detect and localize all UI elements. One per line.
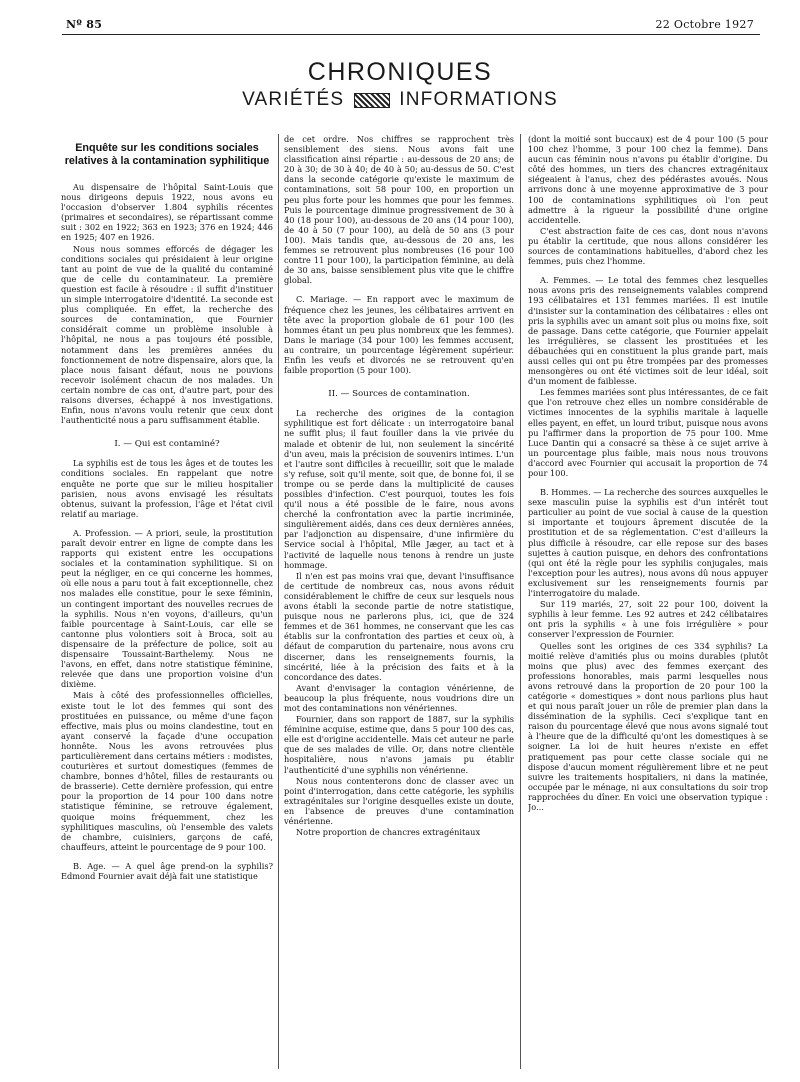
paragraph: La recherche des origines de la contagion syphilitique est fort délicate : un interrogatoire banal ne suffit plus; il faut fouiller dans la vie privée du malade et obtenir de lui, non seulement la sincérité d'un aveu, mais la précision de souvenirs intimes. L'un et l'autre sont difficiles à recueillir, soit que le malade s'y refuse, soit qu'il mente, soit que, de bonne foi, il se trompe ou se perde dans la multiplicité de causes possibles d'infection. C'est pourquoi, toutes les fois qu'il nous a été possible de le faire, nous avons cherché la confrontation avec la partie incriminée, singulièrement aidés, dans ces deux dernières années, par l'adjonction au dispensaire, d'une infirmière du Service social à l'hôpital, Mlle Jæger, au tact et à l'activité de laquelle nous tenons à rendre un juste hommage. — [284, 408, 514, 570]
paragraph: A. Femmes. — Le total des femmes chez lesquelles nous avons pris des renseignements valables comprend 193 célibataires et 131 femmes mariées. Il est inutile d'insister sur la contamination des célibataires : elles ont pris la syphilis avec un amant soit plus ou moins fixe, soit de passage. Dans cette catégorie, que Fournier appelait les irrégulières, se classent les prostituées et les débauchées qui en constituent la plus grande part, mais aussi celles qui ont pu être trompées par des promesses mensongères ou ont été victimes soit de leur idéal, soit d'un moment de faiblesse. — [528, 275, 768, 387]
paragraph: Il n'en est pas moins vrai que, devant l'insuffisance de certitude de nombreux cas, nous avons réduit considérablement le chiffre de ceux sur lesquels nous avons établi la seconde partie de notre statistique, puisque nous ne parlerons plus, ici, que de 324 femmes et de 361 hommes, ne conservant que les cas établis sur la confrontation des parties et ceux où, à défaut de comparution du partenaire, nous avons cru discerner, dans les renseignements fournis, la sincérité, liée à la précision des faits et à la concordance des dates. — [284, 570, 514, 682]
article-column-1 — [61, 134, 273, 1069]
section-heading: II. — Sources de contamination. — [328, 389, 470, 400]
banner-left-word: VARIÉTÉS — [242, 89, 345, 110]
header-rule — [62, 34, 760, 35]
issue-date: 22 Octobre 1927 — [655, 18, 754, 31]
paragraph: C. Mariage. — En rapport avec le maximum de fréquence chez les jeunes, les célibataires arrivent en tête avec la proportion globale de 61 pour 100 (les hommes étant un peu plus nombreux que les femmes). Dans le mariage (34 pour 100) les femmes accusent, au contraire, un pourcentage légèrement supérieur. Enfin les veufs et divorcés ne se retrouvent qu'en faible proportion (5 pour 100). — [284, 294, 514, 376]
banner-title: CHRONIQUES — [307, 58, 493, 86]
paragraph: La syphilis est de tous les âges et de toutes les conditions sociales. En rappelant que notre enquête ne porte que sur le milieu hospitalier parisien, nous avons envisagé les résultats obtenus, suivant la profession, l'âge et l'état civil relatif au mariage. — [61, 458, 273, 519]
paragraph: (dont la moitié sont buccaux) est de 4 pour 100 (5 pour 100 chez l'homme, 3 pour 100 chez la femme). Dans aucun cas féminin nous n'avons pu établir d'origine. Du côté des hommes, un tiers des chancres extragénitaux siégeaient à l'anus, chez des pédérastes avoués. Nous arrivons donc à une moyenne approximative de 3 pour 100 de contaminations syphilitiques où l'on peut admettre à la rigueur la possibilité d'une origine accidentelle. — [528, 134, 768, 225]
column-divider — [278, 134, 279, 1069]
paragraph: A. Profession. — A priori, seule, la prostitution paraît devoir entrer en ligne de compte dans les rapports qui existent entre les occupations sociales et la contamination syphilitique. Si on peut la négliger, en ce qui concerne les hommes, où elle nous a paru tout à fait exceptionnelle, chez nos malades elle constitue, pour le sexe féminin, un contingent important des nouvelles recrues de la syphilis. Nous n'en voyons, d'ailleurs, qu'un faible pourcentage à Saint-Louis, car elle se cantonne plus volontiers soit à Broca, soit au dispensaire de la préfecture de police, soit au dispensaire Toussaint-Barthelemy. Nous ne l'avons, en effet, dans notre statistique féminine, relevée que dans une proportion voisine d'un dixième. — [61, 527, 273, 690]
ornament-logo-icon — [354, 93, 390, 108]
issue-number: Nº 85 — [66, 18, 103, 31]
paragraph: Nous nous sommes efforcés de dégager les conditions sociales qui présidaient à leur origine tant au point de vue de la qualité du contaminé que de celle du contaminateur. La première question est facile à résoudre : il suffit d'instituer un simple interrogatoire d'identité. La seconde est plus compliquée. En effet, la recherche des sources de contamination, que Fournier considérait comme un problème insoluble à l'hôpital, ne nous a pas toujours été possible, notamment dans les premières années du fonctionnement de notre dispensaire, alors que, la place nous faisant défaut, nous ne pouvions recevoir isolément chacun de nos malades. Un certain nombre de cas ont, d'autre part, pour des raisons diverses, échappé à nos investigations. Enfin, nous n'avons voulu retenir que ceux dont l'authenticité nous a paru suffisamment établie. — [61, 243, 273, 426]
paragraph: Au dispensaire de l'hôpital Saint-Louis que nous dirigeons depuis 1922, nous avons eu l'occasion d'observer 1.804 syphilis récentes (primaires et secondaires), se répartissant comme suit : 302 en 1922; 363 en 1923; 376 en 1924; 446 en 1925; 407 en 1926. — [61, 182, 273, 243]
paragraph: B. Age. — A quel âge prend-on la syphilis? Edmond Fournier avait déjà fait une statistique — [61, 860, 273, 881]
paragraph: Notre proportion de chancres extragénitaux — [296, 827, 481, 838]
article-column-2 — [284, 134, 514, 1069]
article-column-3 — [528, 134, 768, 1069]
column-divider — [520, 134, 521, 1069]
paragraph: Nous nous contenterons donc de classer avec un point d'interrogation, dans cette catégorie, les syphilis extragénitales sur l'origine desquelles existe un doute, en l'absence de preuves d'une contamination vénérienne. — [284, 775, 514, 826]
paragraph: de cet ordre. Nos chiffres se rapprochent très sensiblement des siens. Nous avons fait une classification ainsi répartie : au-dessous de 20 ans; de 20 à 30; de 30 à 40; de 40 à 50; au-dessus de 50. C'est dans la seconde catégorie qu'existe le maximum de contaminations, soit 58 pour 100, en proportion un peu plus forte pour les hommes que pour les femmes. Puis le pourcentage diminue progressivement de 30 à 40 (18 pour 100), au-dessous de 20 ans (14 pour 100), de 40 à 50 (7 pour 100), au delà de 50 ans (3 pour 100). Mais tandis que, au-dessous de 20 ans, les femmes se retrouvent plus nombreuses (16 pour 100 contre 11 pour 100), la participation féminine, au delà de 30 ans, baisse sensiblement plus vite que le chiffre global. — [284, 134, 514, 286]
paragraph: Mais à côté des professionnelles officielles, existe tout le lot des femmes qui sont des prostituées en puissance, ou même d'une façon effective, mais plus ou moins clandestine, tout en ayant conservé la façade d'une occupation honnête. Nous les avons retrouvées plus particulièrement dans certains métiers : modistes, couturières et surtout domestiques (femmes de chambre, bonnes d'hôtel, filles de restaurants ou de brasserie). Cette dernière profession, qui entre pour la proportion de 14 pour 100 dans notre statistique féminine, se retrouve également, quoique moins fréquemment, chez les syphilitiques masculins, où l'ensemble des valets de chambre, cuisiniers, garçons de café, chauffeurs, atteint le pourcentage de 9 pour 100. — [61, 690, 273, 852]
paragraph: Sur 119 mariés, 27, soit 22 pour 100, doivent la syphilis à leur femme. Les 92 autres et 242 célibataires ont pris la syphilis « à une fois irrégulière » pour conserver l'expression de Fournier. — [528, 599, 768, 640]
banner-right-word: INFORMATIONS — [399, 89, 558, 110]
paragraph: Avant d'envisager la contagion vénérienne, de beaucoup la plus fréquente, nous voudrions dire un mot des contaminations non vénériennes. — [284, 682, 514, 713]
article-title: Enquête sur les conditions sociales relatives à la contamination syphilitique — [64, 142, 270, 167]
paragraph: Quelles sont les origines de ces 334 syphilis? La moitié relève d'amitiés plus ou moins durables (plutôt moins que plus) avec des femmes exerçant des professions honorables, mais parmi lesquelles nous avons retrouvé dans la proportion de 20 pour 100 la catégorie « domestiques » dont nous parlions plus haut et qui nous paraît jouer un rôle de premier plan dans la dissémination de la syphilis. Ceci s'explique tant en raison du pourcentage élevé que nous avons signalé tout à l'heure que de la difficulté qu'ont les domestiques à se soigner. La loi de huit heures n'existe en effet pratiquement pas pour cette classe sociale qui ne dispose d'aucun moment régulièrement libre et ne peut suivre les traitements hospitaliers, ni dans la matinée, occupée par le ménage, ni aux consultations du soir trop rapprochées du dîner. En voici une observation typique : Jo... — [528, 640, 768, 812]
paragraph: C'est abstraction faite de ces cas, dont nous n'avons pu établir la certitude, que nous allons considérer les sources de contaminations habituelles, d'abord chez les femmes, puis chez l'homme. — [528, 225, 768, 267]
section-heading: I. — Qui est contaminé? — [114, 439, 220, 450]
paragraph: Fournier, dans son rapport de 1887, sur la syphilis féminine acquise, estime que, dans 5 pour 100 des cas, elle est d'origine accidentelle. Mais cet auteur ne parle que de ses malades de ville. Or, dans notre clientèle hospitalière, nous n'avons jamais pu établir l'authenticité d'une syphilis non vénérienne. — [284, 714, 514, 775]
paragraph: Les femmes mariées sont plus intéressantes, de ce fait que l'on retrouve chez elles un nombre considérable de victimes innocentes de la syphilis maritale à laquelle elles payent, en effet, un lourd tribut, puisque nous avons pu l'affirmer dans la proportion de 75 pour 100. Mme Luce Dantin qui a consacré sa thèse à ce sujet arrive à un pourcentage plus faible, mais nous nous trouvons d'accord avec Fournier qui accusait la proportion de 74 pour 100. — [528, 387, 768, 478]
paragraph: B. Hommes. — La recherche des sources auxquelles le sexe masculin puise la syphilis est d'un intérêt tout particulier au point de vue social à cause de la question si importante et toujours âprement discutée de la prostitution et de sa réglementation. C'est d'ailleurs la plus difficile à résoudre, car elle repose sur des bases sujettes à caution puisque, en dehors des confrontations (qui ont été la règle pour les syphilis conjugales, mais l'exception pour les autres), nous avons dû nous appuyer exclusivement sur les renseignements fournis par l'interrogatoire du malade. — [528, 487, 768, 599]
banner-subtitle — [0, 89, 800, 111]
